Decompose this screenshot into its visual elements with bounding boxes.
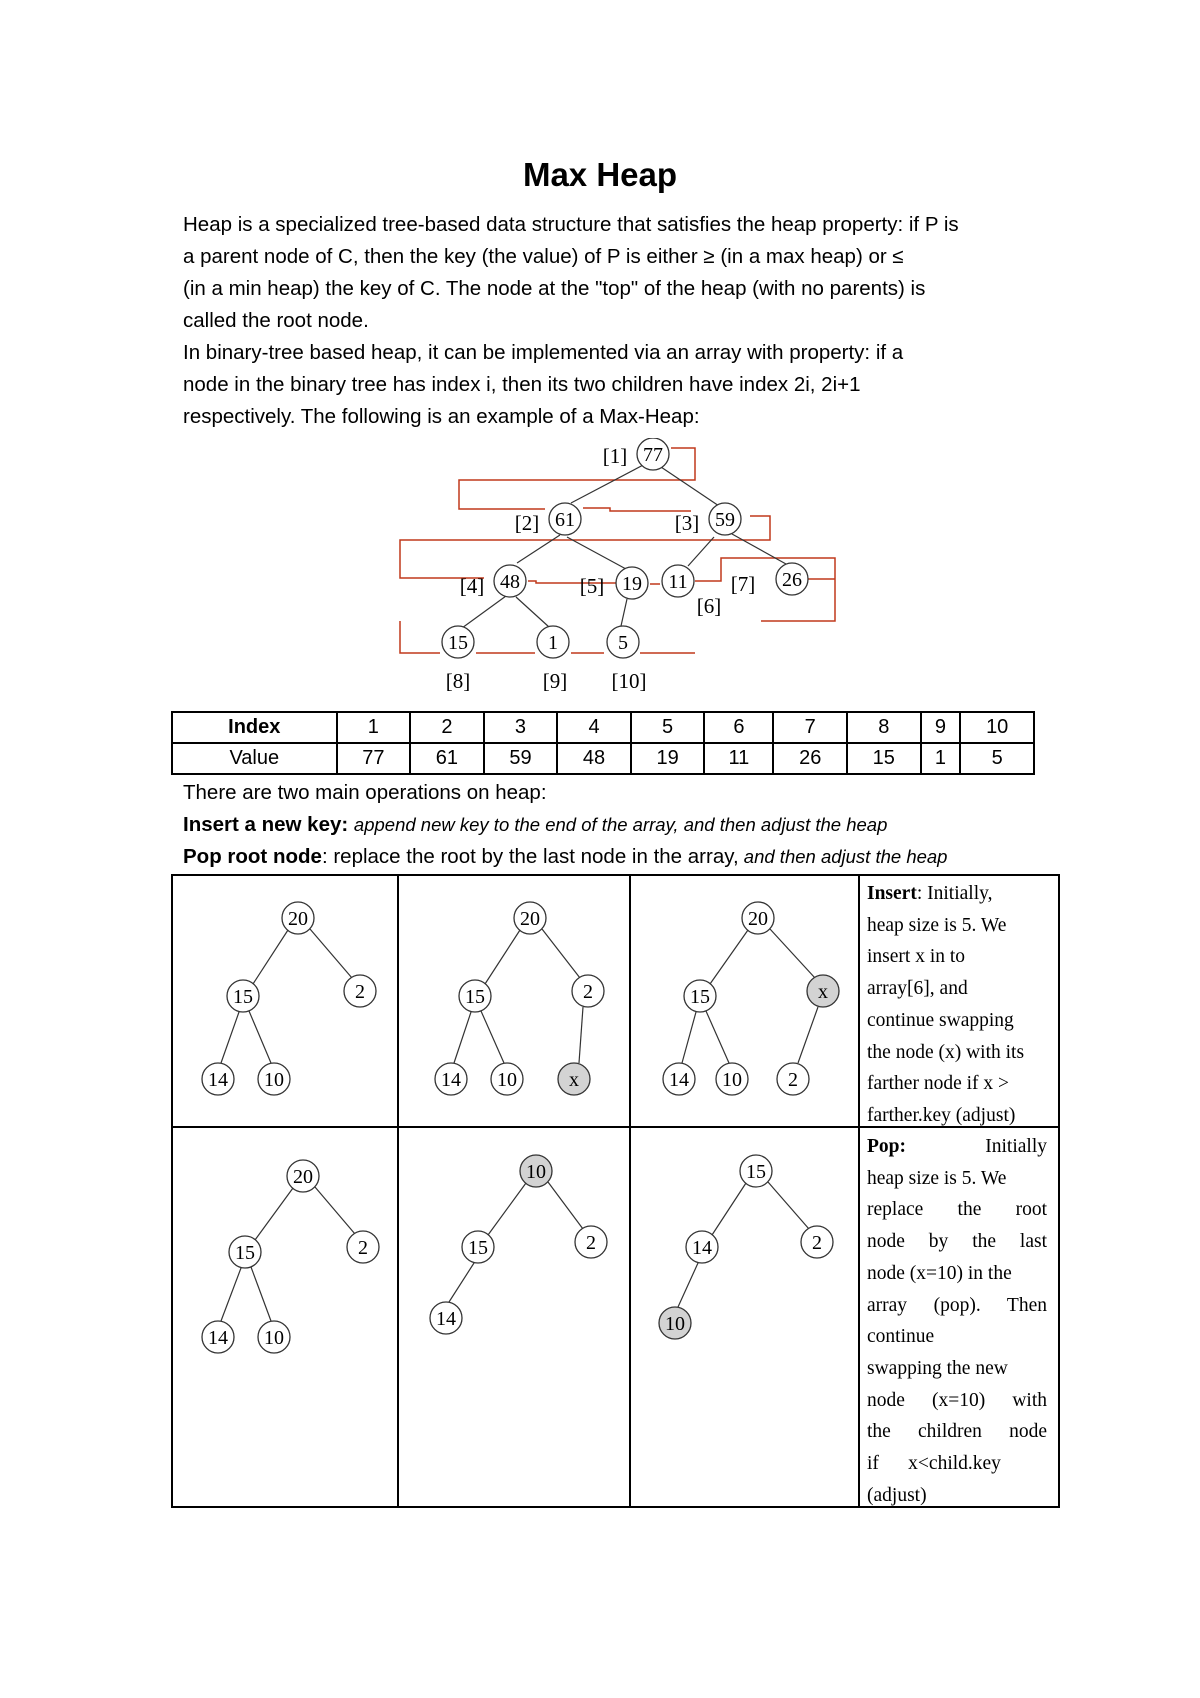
pop-description-line: replace the root bbox=[867, 1199, 1047, 1221]
pop-description-line: array (pop). Then bbox=[867, 1294, 1047, 1316]
tree-node-label: 15 bbox=[235, 1242, 255, 1264]
tree-node-label: 14 bbox=[692, 1237, 712, 1259]
tree-node-label: 10 bbox=[526, 1161, 546, 1183]
tree-edge bbox=[251, 1267, 271, 1321]
index-cell: 7 bbox=[773, 712, 847, 743]
tree-node-label: 10 bbox=[264, 1327, 284, 1349]
pop-operation-text: replace the root by the last node in the array, bbox=[327, 845, 739, 868]
insert-description-line: insert x in to bbox=[867, 946, 966, 968]
tree-node-label: x bbox=[569, 1069, 579, 1091]
intro-line: respectively. The following is an example of a Max-Heap: bbox=[183, 405, 700, 428]
insert-description-line: the node (x) with its bbox=[867, 1041, 1025, 1063]
heap-node-value: 61 bbox=[555, 509, 575, 531]
tree-edge bbox=[454, 1012, 471, 1063]
index-cell: 10 bbox=[960, 712, 1034, 743]
tree-edge bbox=[485, 930, 520, 984]
pop-description-line: (adjust) bbox=[867, 1484, 927, 1506]
index-cell: 9 bbox=[921, 712, 961, 743]
tree-edge bbox=[481, 1011, 504, 1063]
heap-node-index-label: [4] bbox=[459, 574, 485, 598]
heap-node-value: 5 bbox=[618, 632, 628, 654]
tree-node-label: 15 bbox=[746, 1161, 766, 1183]
tree-node-label: 10 bbox=[264, 1069, 284, 1091]
pop-step-2-tree bbox=[398, 1127, 630, 1506]
tree-node-label: 2 bbox=[586, 1232, 596, 1254]
pop-operation-colon: : bbox=[321, 845, 328, 868]
operations-intro: There are two main operations on heap: bbox=[183, 781, 547, 804]
pop-description-line: node (x=10) with bbox=[867, 1389, 1047, 1411]
heap-node-index-label: [6] bbox=[696, 594, 722, 618]
value-row bbox=[172, 743, 1034, 774]
value-cell: 1 bbox=[921, 743, 961, 774]
tree-node-label: 15 bbox=[465, 986, 485, 1008]
pop-description-line: heap size is 5. We bbox=[867, 1167, 1007, 1189]
heap-node-index-label: [10] bbox=[611, 669, 647, 693]
tree-node-label: 14 bbox=[208, 1327, 228, 1349]
value-cell: 48 bbox=[557, 743, 631, 774]
value-cell: 11 bbox=[704, 743, 773, 774]
heap-node-index-label: [8] bbox=[445, 669, 471, 693]
intro-line: a parent node of C, then the key (the value) of P is either ≥ (in a max heap) or ≤ bbox=[183, 245, 904, 268]
insert-description-line: farther node if x > bbox=[867, 1073, 1010, 1095]
tree-node-label: 15 bbox=[690, 986, 710, 1008]
tree-edge bbox=[310, 929, 352, 978]
index-cell: 5 bbox=[631, 712, 705, 743]
insert-operation bbox=[183, 813, 887, 837]
pop-description-line: node by the last bbox=[867, 1231, 1047, 1253]
tree-edge bbox=[249, 1011, 271, 1063]
insert-description-line: array[6], and bbox=[867, 978, 968, 1000]
intro-line: Heap is a specialized tree-based data structure that satisfies the heap property: if P is bbox=[183, 213, 959, 236]
tree-edge bbox=[449, 1263, 474, 1302]
intro-line: called the root node. bbox=[183, 309, 369, 332]
tree-node-label: 20 bbox=[748, 908, 768, 930]
value-cell: 19 bbox=[631, 743, 705, 774]
tree-edge bbox=[706, 1011, 729, 1063]
intro-line: In binary-tree based heap, it can be implemented via an array with property: if a bbox=[183, 341, 904, 364]
heap-node-value: 26 bbox=[782, 569, 802, 591]
value-cell: 77 bbox=[337, 743, 411, 774]
tree-node-label: 14 bbox=[669, 1069, 689, 1091]
value-cell: 59 bbox=[484, 743, 558, 774]
insert-operation-text: append new key to the end of the array, and then adjust the heap bbox=[353, 814, 888, 835]
insert-description-line: heap size is 5. We bbox=[867, 914, 1007, 936]
index-cell: 4 bbox=[557, 712, 631, 743]
insert-step-3-tree bbox=[630, 876, 859, 1127]
tree-edge bbox=[315, 1187, 355, 1234]
tree-node-label: 2 bbox=[358, 1237, 368, 1259]
value-cell: 61 bbox=[410, 743, 484, 774]
tree-edge bbox=[579, 1007, 583, 1063]
heap-node-value: 19 bbox=[622, 573, 642, 595]
tree-edge bbox=[255, 1188, 293, 1240]
tree-edge bbox=[221, 1268, 241, 1321]
tree-edge bbox=[678, 1263, 698, 1307]
tree-node-label: 2 bbox=[355, 981, 365, 1003]
tree-edge bbox=[253, 930, 288, 984]
heap-node-value: 77 bbox=[643, 444, 663, 466]
pop-description-line: if x<child.key bbox=[867, 1453, 1001, 1475]
tree-edge bbox=[221, 1012, 239, 1063]
heap-node-value: 59 bbox=[715, 509, 735, 531]
tree-node-label: 15 bbox=[468, 1237, 488, 1259]
tree-edge bbox=[798, 1007, 818, 1063]
intro-line: node in the binary tree has index i, then its two children have index 2i, 2i+1 bbox=[183, 373, 861, 396]
index-cell: 3 bbox=[484, 712, 558, 743]
tree-node-label: x bbox=[818, 981, 828, 1003]
intro-line: (in a min heap) the key of C. The node at the "top" of the heap (with no parents) is bbox=[183, 277, 926, 300]
tree-node-label: 10 bbox=[722, 1069, 742, 1091]
insert-description-bold: Insert bbox=[867, 883, 917, 904]
insert-description-line bbox=[867, 878, 1047, 910]
tree-node-label: 10 bbox=[497, 1069, 517, 1091]
heap-array-order-arrow bbox=[400, 621, 440, 653]
tree-node-label: 15 bbox=[233, 986, 253, 1008]
tree-node-label: 2 bbox=[788, 1069, 798, 1091]
value-cell: 15 bbox=[847, 743, 921, 774]
pop-description-line: node (x=10) in the bbox=[867, 1262, 1012, 1284]
tree-edge bbox=[682, 1012, 696, 1063]
insert-description-line: continue swapping bbox=[867, 1009, 1014, 1031]
tree-edge bbox=[542, 929, 580, 978]
index-cell: 6 bbox=[704, 712, 773, 743]
value-cell: 5 bbox=[960, 743, 1034, 774]
pop-description bbox=[867, 1131, 1047, 1511]
pop-operation-label: Pop root node bbox=[183, 845, 322, 868]
tree-edge bbox=[488, 1183, 526, 1235]
pop-description-line bbox=[867, 1131, 1047, 1163]
pop-description-line: continue bbox=[867, 1326, 935, 1348]
array-table bbox=[171, 711, 1035, 775]
tree-node-label: 14 bbox=[441, 1069, 461, 1091]
insert-description-text: : Initially, bbox=[916, 883, 993, 904]
operations-table bbox=[171, 874, 1060, 1508]
index-cell: 1 bbox=[337, 712, 411, 743]
heap-node-index-label: [9] bbox=[542, 669, 568, 693]
insert-operation-label: Insert a new key: bbox=[183, 813, 349, 836]
pop-step-3-tree bbox=[630, 1127, 859, 1506]
heap-node-index-label: [7] bbox=[730, 572, 756, 596]
tree-node-label: 14 bbox=[208, 1069, 228, 1091]
heap-example-diagram bbox=[395, 438, 865, 694]
index-header: Index bbox=[172, 712, 337, 743]
tree-edge bbox=[710, 930, 748, 984]
pop-description-text: Initially bbox=[985, 1136, 1047, 1157]
value-header: Value bbox=[172, 743, 337, 774]
page-title: Max Heap bbox=[522, 156, 678, 193]
heap-node-index-label: [2] bbox=[514, 511, 540, 535]
insert-description bbox=[867, 878, 1047, 1132]
intro-paragraph bbox=[183, 209, 1026, 433]
heap-node-value: 48 bbox=[500, 571, 520, 593]
pop-description-line: swapping the new bbox=[867, 1357, 1008, 1379]
tree-edge bbox=[548, 1182, 583, 1229]
insert-step-1-tree bbox=[173, 876, 398, 1127]
tree-node-label: 14 bbox=[436, 1308, 456, 1330]
tree-edge bbox=[768, 1182, 809, 1229]
pop-step-1-tree bbox=[173, 1127, 398, 1506]
value-cell: 26 bbox=[773, 743, 847, 774]
tree-node-label: 20 bbox=[288, 908, 308, 930]
pop-description-line: the children node bbox=[867, 1421, 1047, 1443]
pop-description-bold: Pop: bbox=[867, 1136, 906, 1157]
pop-operation-italic: and then adjust the heap bbox=[738, 846, 948, 867]
index-row bbox=[172, 712, 1034, 743]
heap-node-value: 15 bbox=[448, 632, 468, 654]
heap-node-index-label: [1] bbox=[602, 444, 628, 468]
tree-edge bbox=[712, 1183, 746, 1235]
tree-node-label: 20 bbox=[520, 908, 540, 930]
heap-node-index-label: [5] bbox=[579, 574, 605, 598]
insert-description-line: farther.key (adjust) bbox=[867, 1104, 1016, 1126]
tree-edge bbox=[770, 929, 815, 978]
pop-operation bbox=[183, 845, 947, 869]
heap-node-index-label: [3] bbox=[674, 511, 700, 535]
index-cell: 2 bbox=[410, 712, 484, 743]
tree-node-label: 2 bbox=[812, 1232, 822, 1254]
tree-node-label: 20 bbox=[293, 1166, 313, 1188]
index-cell: 8 bbox=[847, 712, 921, 743]
tree-node-label: 10 bbox=[665, 1313, 685, 1335]
insert-step-2-tree bbox=[398, 876, 630, 1127]
heap-node-value: 11 bbox=[668, 571, 688, 593]
heap-node-value: 1 bbox=[548, 632, 558, 654]
tree-node-label: 2 bbox=[583, 981, 593, 1003]
